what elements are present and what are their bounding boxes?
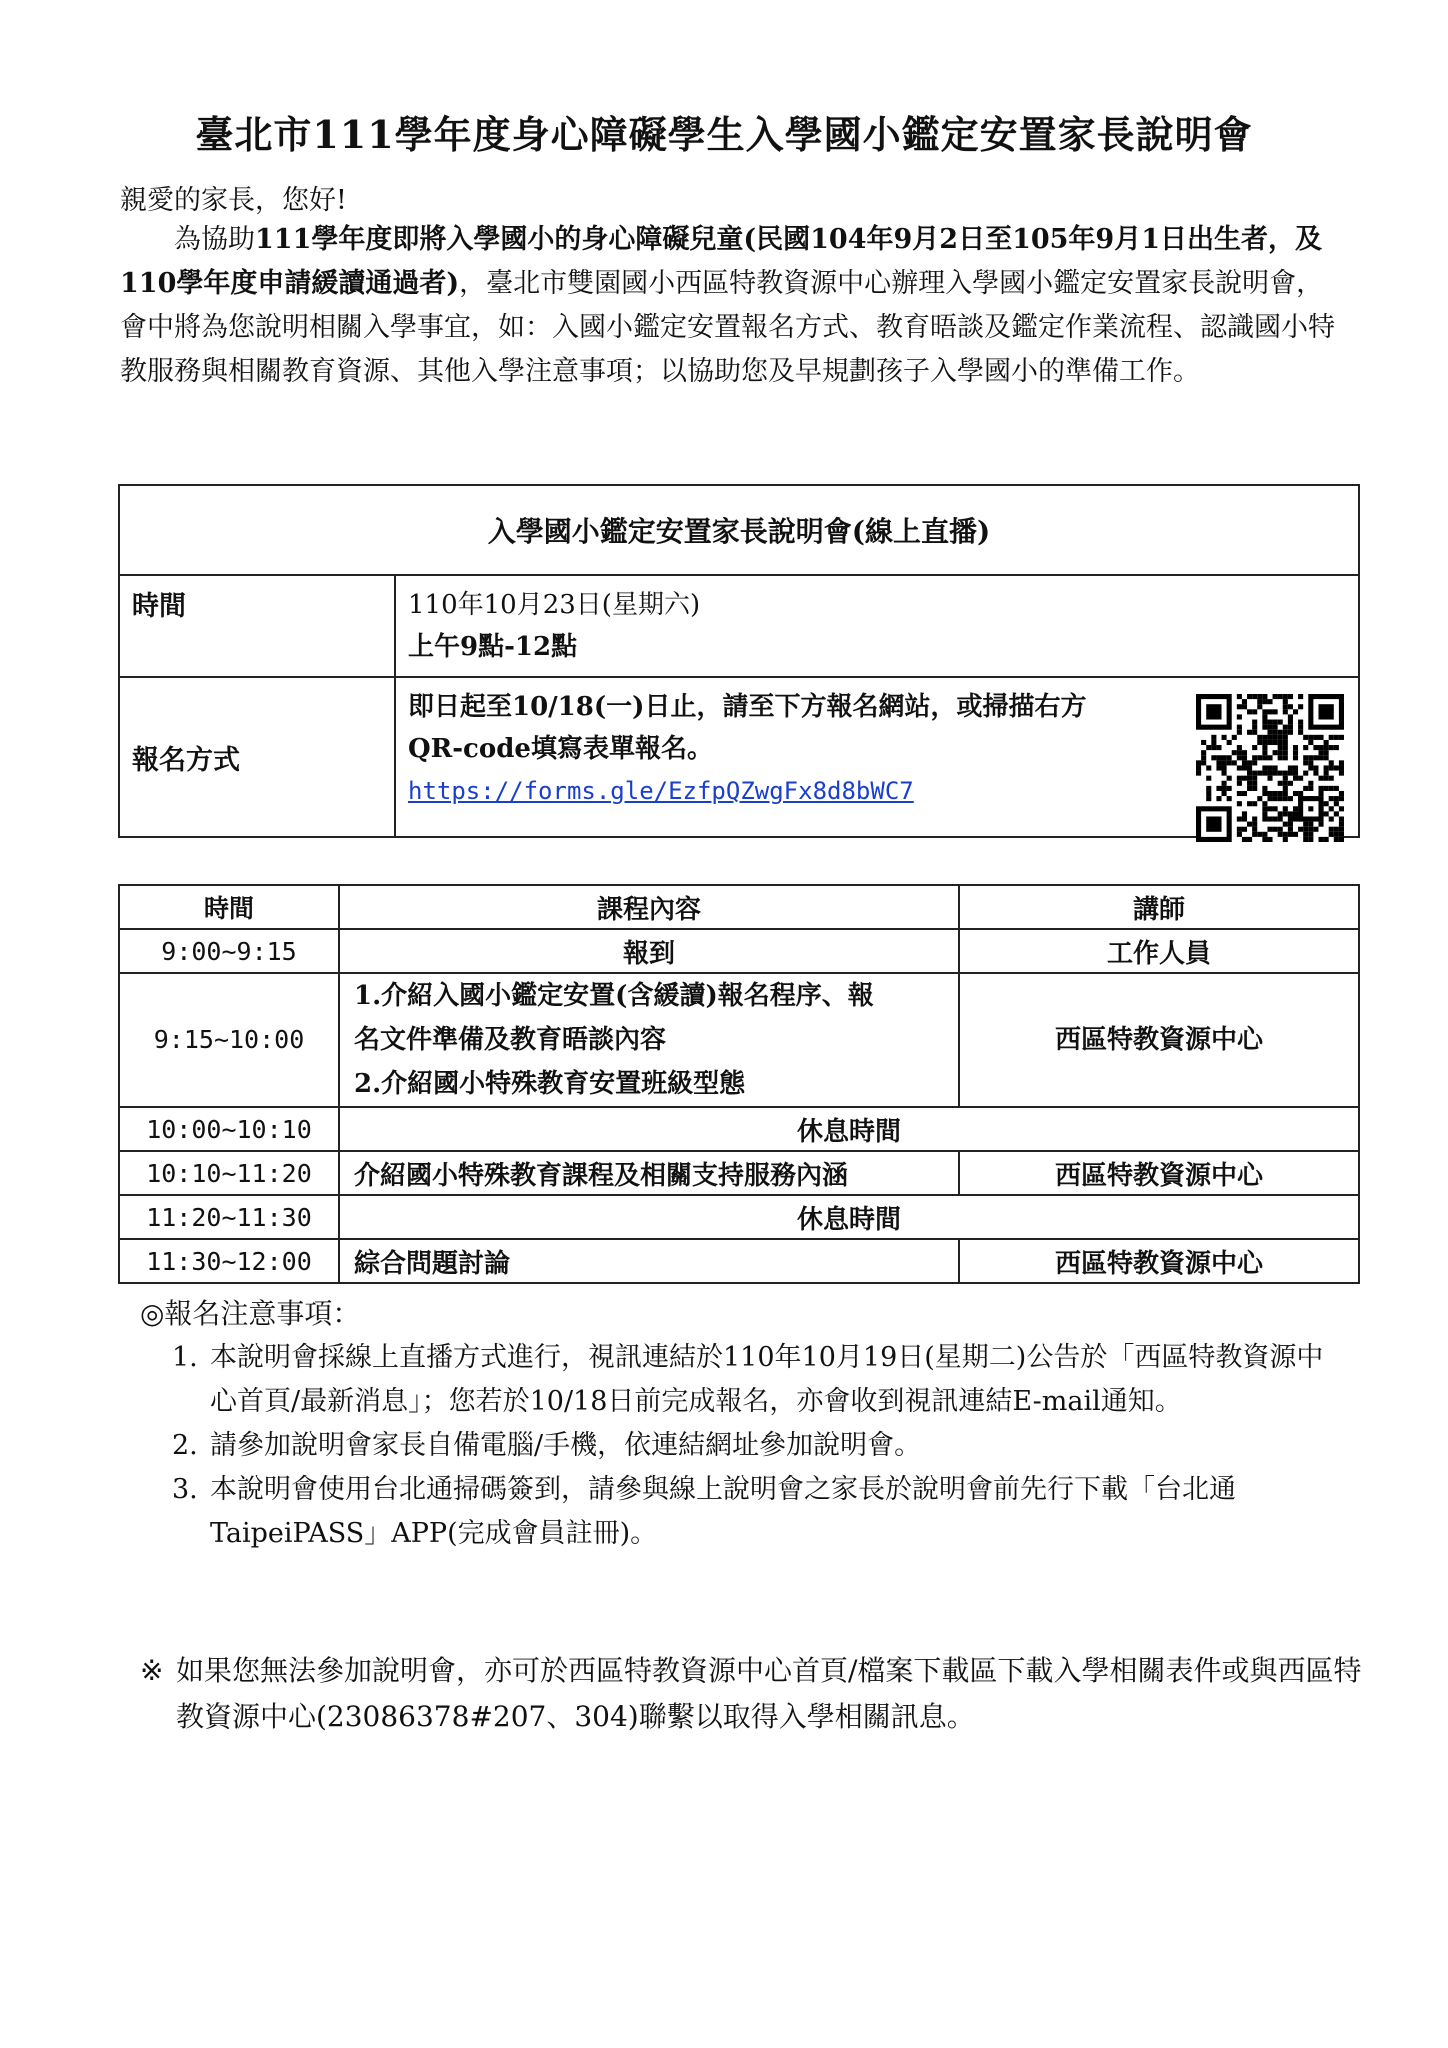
schedule-time: 10:10~11:20 — [119, 1151, 339, 1195]
schedule-lecturer: 西區特教資源中心 — [959, 1151, 1359, 1195]
intro-paragraph — [120, 218, 1338, 394]
schedule-content: 1.介紹入國小鑑定安置(含緩讀)報名程序、報 名文件準備及教育晤談內容 2.介紹國小特殊教育安置班級型態 — [339, 973, 959, 1107]
reference-mark: ※ — [140, 1654, 164, 1687]
page-title: 臺北市111學年度身心障礙學生入學國小鑑定安置家長說明會 — [195, 112, 1253, 157]
schedule-content: 休息時間 — [339, 1107, 1359, 1151]
registration-label: 報名方式 — [119, 677, 395, 837]
intro-bold: 111學年度即將入學國小的身心障礙兒童(民國104年9月2日至105年9月1日出生者，及110學年度申請緩讀通過者) — [120, 224, 1322, 299]
table-row — [119, 1107, 1359, 1151]
table-row — [119, 1239, 1359, 1283]
schedule-lecturer: 西區特教資源中心 — [959, 973, 1359, 1107]
qr-code-icon — [1196, 694, 1344, 842]
schedule-time: 10:00~10:10 — [119, 1107, 339, 1151]
table-row — [119, 929, 1359, 973]
schedule-content: 休息時間 — [339, 1195, 1359, 1239]
time-value — [395, 575, 1359, 677]
schedule-header-content: 課程內容 — [339, 885, 959, 929]
schedule-content: 報到 — [339, 929, 959, 973]
schedule-lecturer: 西區特教資源中心 — [959, 1239, 1359, 1283]
schedule-content: 介紹國小特殊教育課程及相關支持服務內涵 — [339, 1151, 959, 1195]
schedule-time: 11:20~11:30 — [119, 1195, 339, 1239]
table-row — [119, 1151, 1359, 1195]
intro-part2: ，臺北市雙園國小西區特教資源中心辦理入學國小鑑定安置家長說明會，會中將為您說明相關入學事宜，如：入國小鑑定安置報名方式、教育晤談及鑑定作業流程、認識國小特教服務與相關教育資源、其他入學注意事項；以協助您及早規劃孩子入學國小的準備工作。 — [120, 268, 1335, 387]
time-line-hours: 上午9點-12點 — [408, 632, 578, 662]
registration-value — [395, 677, 1359, 837]
registration-line2: QR-code填寫表單報名。 — [408, 734, 713, 764]
schedule-time: 11:30~12:00 — [119, 1239, 339, 1283]
list-item: 1. 本說明會採線上直播方式進行，視訊連結於110年10月19日(星期二)公告於「西區特教資源中心首頁/最新消息」；您若於10/18日前完成報名，亦會收到視訊連結E-mail通知。 — [172, 1342, 1324, 1417]
schedule-header-lecturer: 講師 — [959, 885, 1359, 929]
info-table — [118, 484, 1360, 838]
registration-line1: 即日起至10/18(一)日止，請至下方報名網站，或掃描右方 — [408, 692, 1087, 722]
schedule-time: 9:00~9:15 — [119, 929, 339, 973]
schedule-table — [118, 884, 1360, 1284]
schedule-header-time: 時間 — [119, 885, 339, 929]
info-table-header: 入學國小鑑定安置家長說明會(線上直播) — [119, 485, 1359, 575]
schedule-lecturer: 工作人員 — [959, 929, 1359, 973]
schedule-time: 9:15~10:00 — [119, 973, 339, 1107]
time-label: 時間 — [119, 575, 395, 677]
intro-part1: 為協助 — [174, 224, 255, 255]
list-item: 2. 請參加說明會家長自備電腦/手機，依連結網址參加說明會。 — [172, 1430, 922, 1461]
footer-note — [140, 1648, 1376, 1740]
greeting: 親愛的家長，您好! — [120, 185, 347, 216]
registration-link[interactable]: https://forms.gle/EzfpQZwgFx8d8bWC7 — [408, 777, 914, 805]
footer-text: 如果您無法參加說明會，亦可於西區特教資源中心首頁/檔案下載區下載入學相關表件或與西區特教資源中心(23086378#207、304)聯繫以取得入學相關訊息。 — [176, 1654, 1362, 1733]
table-row — [119, 1195, 1359, 1239]
schedule-content: 綜合問題討論 — [339, 1239, 959, 1283]
time-line-date: 110年10月23日(星期六) — [408, 590, 701, 620]
list-item: 3. 本說明會使用台北通掃碼簽到，請參與線上說明會之家長於說明會前先行下載「台北通TaipeiPASS」APP(完成會員註冊)。 — [172, 1474, 1236, 1549]
notes-list — [172, 1336, 1342, 1556]
notes-title: ◎報名注意事項： — [140, 1297, 361, 1330]
table-row — [119, 973, 1359, 1107]
